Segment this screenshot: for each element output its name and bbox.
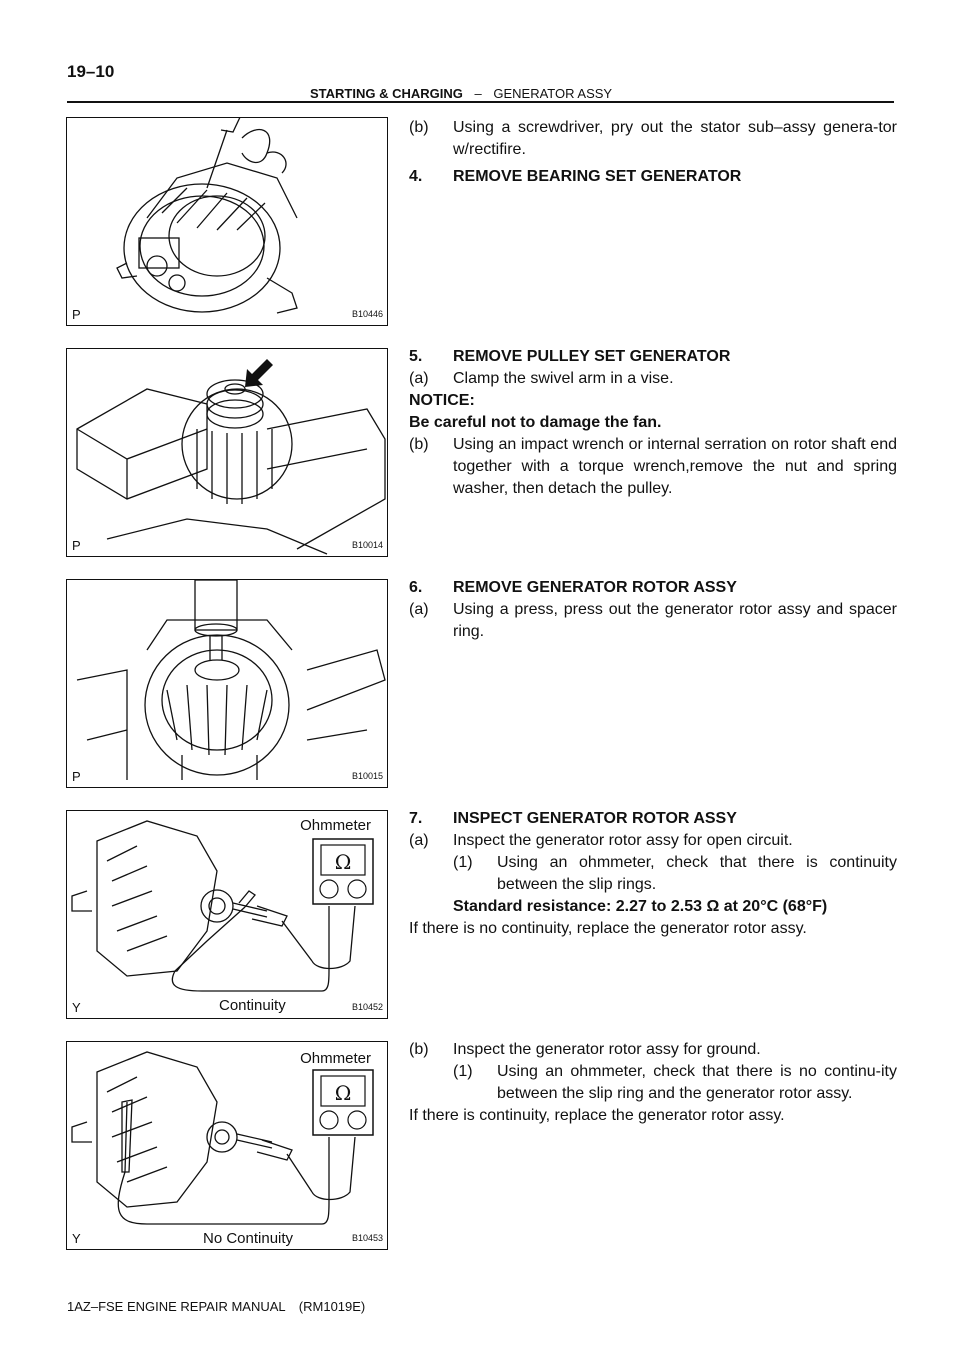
svg-text:Ω: Ω bbox=[334, 850, 352, 874]
result-text: If there is no continuity, replace the generator rotor assy. bbox=[409, 920, 807, 937]
manual-title: 1AZ–FSE ENGINE REPAIR MANUAL bbox=[67, 1299, 286, 1314]
ohmmeter-icon bbox=[313, 1070, 373, 1135]
step-heading: 7. INSPECT GENERATOR ROTOR ASSY bbox=[409, 810, 737, 827]
rotor-continuity-illustration bbox=[67, 811, 388, 1019]
figure-id: B10446 bbox=[351, 309, 383, 319]
figure-letter: P bbox=[72, 307, 81, 322]
substep-item: (1) Using an ohmmeter, check that there is no continu-ity between the slip ring and the generator rotor assy. bbox=[453, 1063, 897, 1102]
figure-ground-test bbox=[66, 1041, 388, 1250]
figure-id: B10452 bbox=[351, 1002, 383, 1012]
text-block-stator bbox=[409, 117, 897, 188]
step-item: (b) Inspect the generator rotor assy for ground. bbox=[409, 1041, 761, 1058]
ohmmeter-label: Ohmmeter bbox=[300, 817, 371, 834]
figure-letter: Y bbox=[72, 1000, 81, 1015]
notice-text: Be careful not to damage the fan. bbox=[409, 414, 662, 431]
figure-stator-removal bbox=[66, 117, 388, 326]
figure-letter: Y bbox=[72, 1231, 81, 1246]
step-item: (a) Using a press, press out the generator rotor assy and spacer ring. bbox=[409, 601, 897, 640]
step-item: (a) Clamp the swivel arm in a vise. bbox=[409, 370, 674, 387]
notice-title: NOTICE: bbox=[409, 392, 475, 409]
text-block-rotor-inspect bbox=[409, 808, 897, 940]
substep-item: (1) Using an ohmmeter, check that there is continuity between the slip rings. bbox=[453, 854, 897, 893]
figure-continuity-test bbox=[66, 810, 388, 1019]
no-continuity-label: No Continuity bbox=[203, 1230, 294, 1247]
generator-screwdriver-illustration bbox=[67, 118, 388, 326]
step-heading: 6. REMOVE GENERATOR ROTOR ASSY bbox=[409, 579, 737, 596]
step-item: (b) Using an impact wrench or internal serration on rotor shaft end together with a torque wrench,remove the nut and spring washer, then detach the pulley. bbox=[409, 436, 897, 497]
step-item: (b) Using a screwdriver, pry out the stator sub–assy genera-tor w/rectifire. bbox=[409, 119, 897, 158]
continuity-label: Continuity bbox=[219, 997, 286, 1014]
step-heading: 5. REMOVE PULLEY SET GENERATOR bbox=[409, 348, 731, 365]
rotor-ground-illustration bbox=[67, 1042, 388, 1250]
figure-rotor-press bbox=[66, 579, 388, 788]
rotor-press-illustration bbox=[67, 580, 388, 788]
page-number: 19–10 bbox=[67, 62, 115, 81]
page-footer bbox=[67, 1299, 365, 1314]
header-rule bbox=[67, 101, 894, 103]
result-text: If there is continuity, replace the generator rotor assy. bbox=[409, 1107, 785, 1124]
step-item: (a) Inspect the generator rotor assy for open circuit. bbox=[409, 832, 793, 849]
figure-letter: P bbox=[72, 769, 81, 784]
text-block-ground bbox=[409, 1039, 897, 1127]
figure-pulley-removal bbox=[66, 348, 388, 557]
figure-id: B10453 bbox=[351, 1233, 383, 1243]
svg-text:Ω: Ω bbox=[334, 1081, 352, 1105]
standard-resistance: Standard resistance: 2.27 to 2.53 Ω at 20°C (68°F) bbox=[453, 898, 828, 915]
section-title: STARTING & CHARGING bbox=[310, 86, 463, 101]
step-heading: 4. REMOVE BEARING SET GENERATOR bbox=[409, 168, 742, 185]
header-separator: – bbox=[474, 86, 482, 101]
arrow-icon bbox=[245, 359, 273, 387]
figure-id: B10015 bbox=[351, 771, 383, 781]
ohmmeter-icon bbox=[313, 839, 373, 904]
figure-id: B10014 bbox=[351, 540, 383, 550]
manual-code: (RM1019E) bbox=[298, 1299, 366, 1314]
generator-in-vise-illustration bbox=[67, 349, 388, 557]
text-block-pulley bbox=[409, 346, 897, 500]
page-header bbox=[310, 86, 612, 101]
ohmmeter-label: Ohmmeter bbox=[300, 1050, 371, 1067]
subsection-title: GENERATOR ASSY bbox=[493, 86, 613, 101]
figure-letter: P bbox=[72, 538, 81, 553]
text-block-rotor-removal bbox=[409, 577, 897, 643]
